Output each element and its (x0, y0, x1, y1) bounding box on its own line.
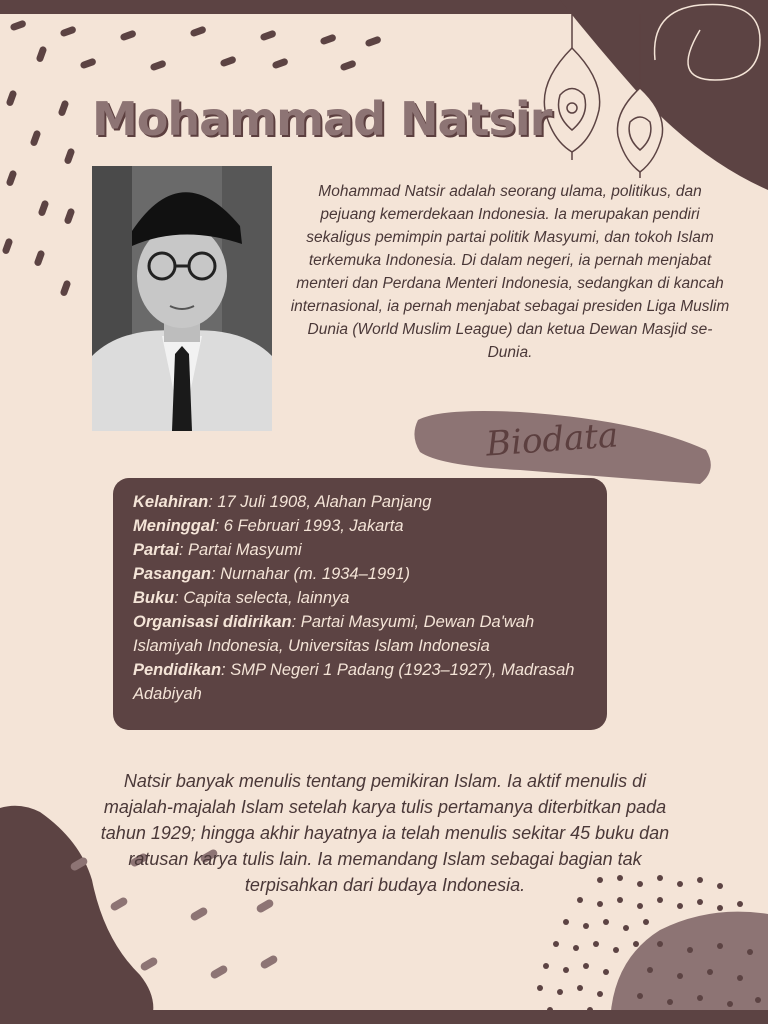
biodata-value: : Nurnahar (m. 1934–1991) (210, 565, 410, 583)
closing-paragraph: Natsir banyak menulis tentang pemikiran Islam. Ia aktif menulis di majalah-majalah Islam setelah karya tulis pertamanya diterbitkan pada tahun 1929; hingga akhir hayatnya ia telah menulis sekitar 45 buku dan ratusan karya tulis lain. Ia memandang Islam sebagai bagian tak terpisahkan dari budaya Indonesia. (100, 771, 670, 895)
biodata-box (113, 478, 607, 730)
biodata-label: Pendidikan (133, 661, 222, 679)
biodata-value: : Capita selecta, lainnya (174, 589, 350, 607)
biodata-value: : 17 Juli 1908, Alahan Panjang (208, 493, 432, 511)
page-title: Mohammad Natsir (92, 92, 552, 146)
biodata-label: Organisasi didirikan (133, 613, 292, 631)
biodata-item-pendidikan (133, 658, 587, 706)
biodata-value: : 6 Februari 1993, Jakarta (214, 517, 404, 535)
bottom-border (0, 1010, 768, 1024)
biodata-label: Kelahiran (133, 493, 209, 511)
biodata-label: Partai (133, 541, 179, 559)
biodata-item-buku (133, 586, 587, 610)
biodata-value: : Partai Masyumi (178, 541, 302, 559)
biodata-item-partai (133, 538, 587, 562)
biodata-item-pasangan (133, 562, 587, 586)
biodata-label: Buku (133, 589, 175, 607)
biodata-value: : Partai Masyumi, Dewan Da'wah Islamiyah Indonesia, Universitas Islam Indonesia (133, 613, 535, 655)
portrait-photo (92, 166, 272, 431)
biodata-item-organisasi (133, 610, 587, 658)
biodata-item-kelahiran (133, 490, 587, 514)
biodata-label: Meninggal (133, 517, 215, 535)
biodata-label: Pasangan (133, 565, 211, 583)
bottom-right-blob (610, 912, 768, 1024)
biodata-value: : SMP Negeri 1 Padang (1923–1927), Madrasah Adabiyah (133, 661, 575, 703)
portrait-illustration (92, 166, 272, 431)
biodata-heading: Biodata (484, 415, 620, 465)
intro-paragraph: Mohammad Natsir adalah seorang ulama, politikus, dan pejuang kemerdekaan Indonesia. Ia merupakan pendiri sekaligus pemimpin partai politik Masyumi, dan tokoh Islam terkemuka Indonesia. Di dalam negeri, ia pernah menjabat menteri dan Perdana Menteri Indonesia, sedangkan di kancah internasional, ia pernah menjabat sebagai presiden Liga Muslim Dunia (World Muslim League) dan ketua Dewan Masjid se-Dunia. (290, 183, 730, 361)
biodata-item-meninggal (133, 514, 587, 538)
